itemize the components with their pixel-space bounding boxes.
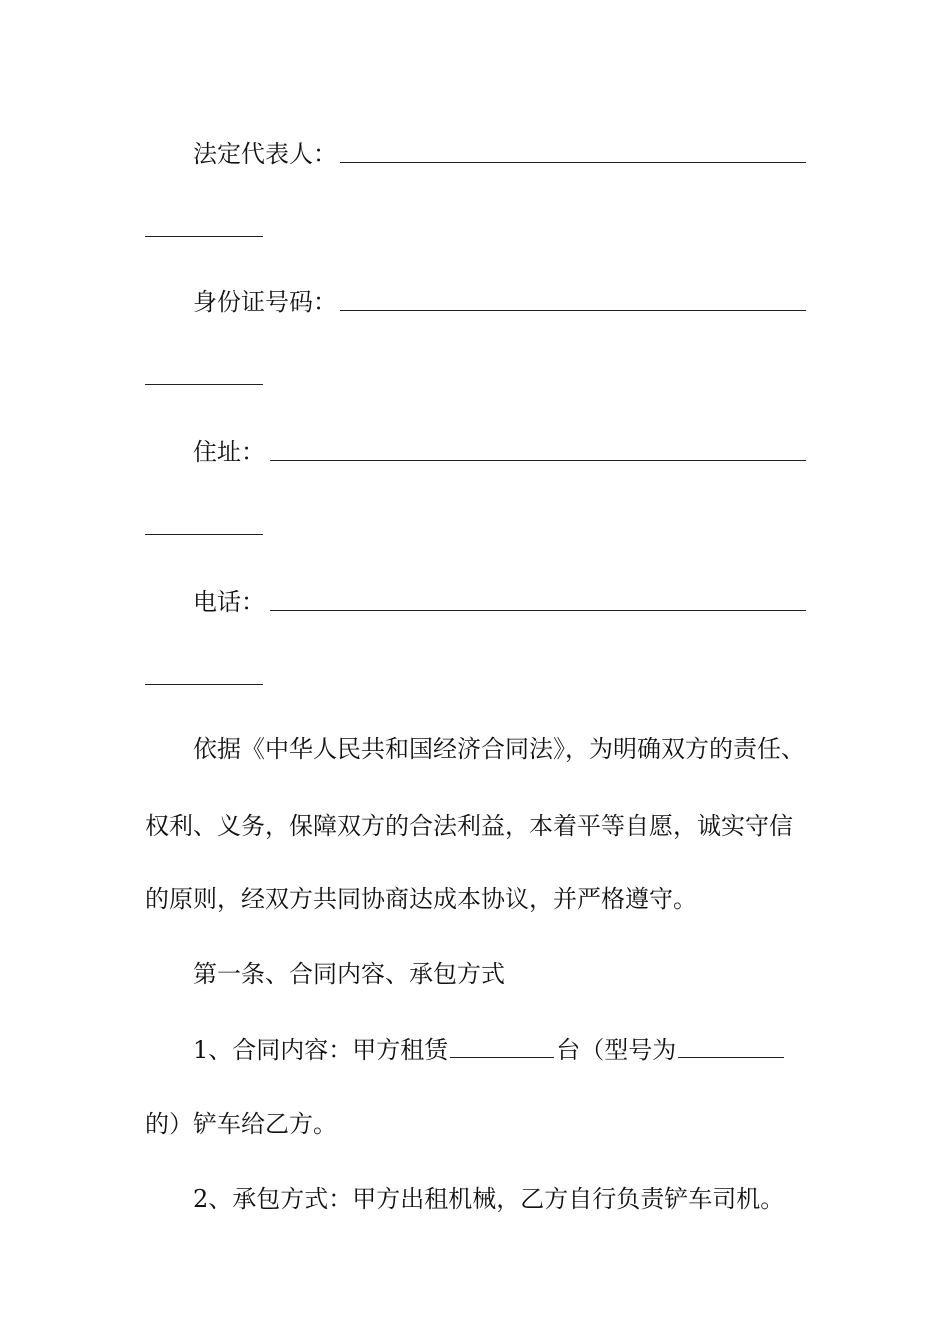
rental-quantity-blank[interactable] — [450, 1033, 554, 1058]
field-label-legal-representative: 法定代表人： — [193, 140, 337, 168]
article-1-heading: 第一条、合同内容、承包方式 — [193, 960, 505, 988]
field-blank-continuation[interactable] — [145, 684, 263, 685]
field-blank-phone[interactable] — [270, 610, 806, 611]
field-blank-continuation[interactable] — [145, 384, 263, 385]
field-label-address: 住址： — [193, 438, 265, 466]
field-blank-continuation[interactable] — [145, 534, 263, 535]
preamble-line-1: 依据《中华人民共和国经济合同法》，为明确双方的责任、 — [193, 735, 805, 763]
article-1-item-2: 2、承包方式：甲方出租机械，乙方自行负责铲车司机。 — [193, 1185, 785, 1213]
field-blank-legal-representative[interactable] — [340, 162, 806, 163]
field-label-id-number: 身份证号码： — [193, 288, 337, 316]
field-blank-address[interactable] — [270, 460, 806, 461]
field-label-phone: 电话： — [193, 588, 265, 616]
model-number-blank[interactable] — [678, 1033, 784, 1058]
preamble-line-3: 的原则，经双方共同协商达成本协议，并严格遵守。 — [145, 885, 697, 913]
article-1-item-1-line-2: 的）铲车给乙方。 — [145, 1110, 337, 1138]
article-1-item-1-line-1 — [193, 1033, 786, 1066]
item-1-text-part-1: 1、合同内容：甲方租赁 — [193, 1036, 449, 1064]
field-blank-id-number[interactable] — [340, 310, 806, 311]
preamble-line-2: 权利、义务，保障双方的合法利益，本着平等自愿，诚实守信 — [145, 812, 793, 840]
item-1-text-part-2: 台（型号为 — [556, 1036, 677, 1064]
field-blank-continuation[interactable] — [145, 236, 263, 237]
